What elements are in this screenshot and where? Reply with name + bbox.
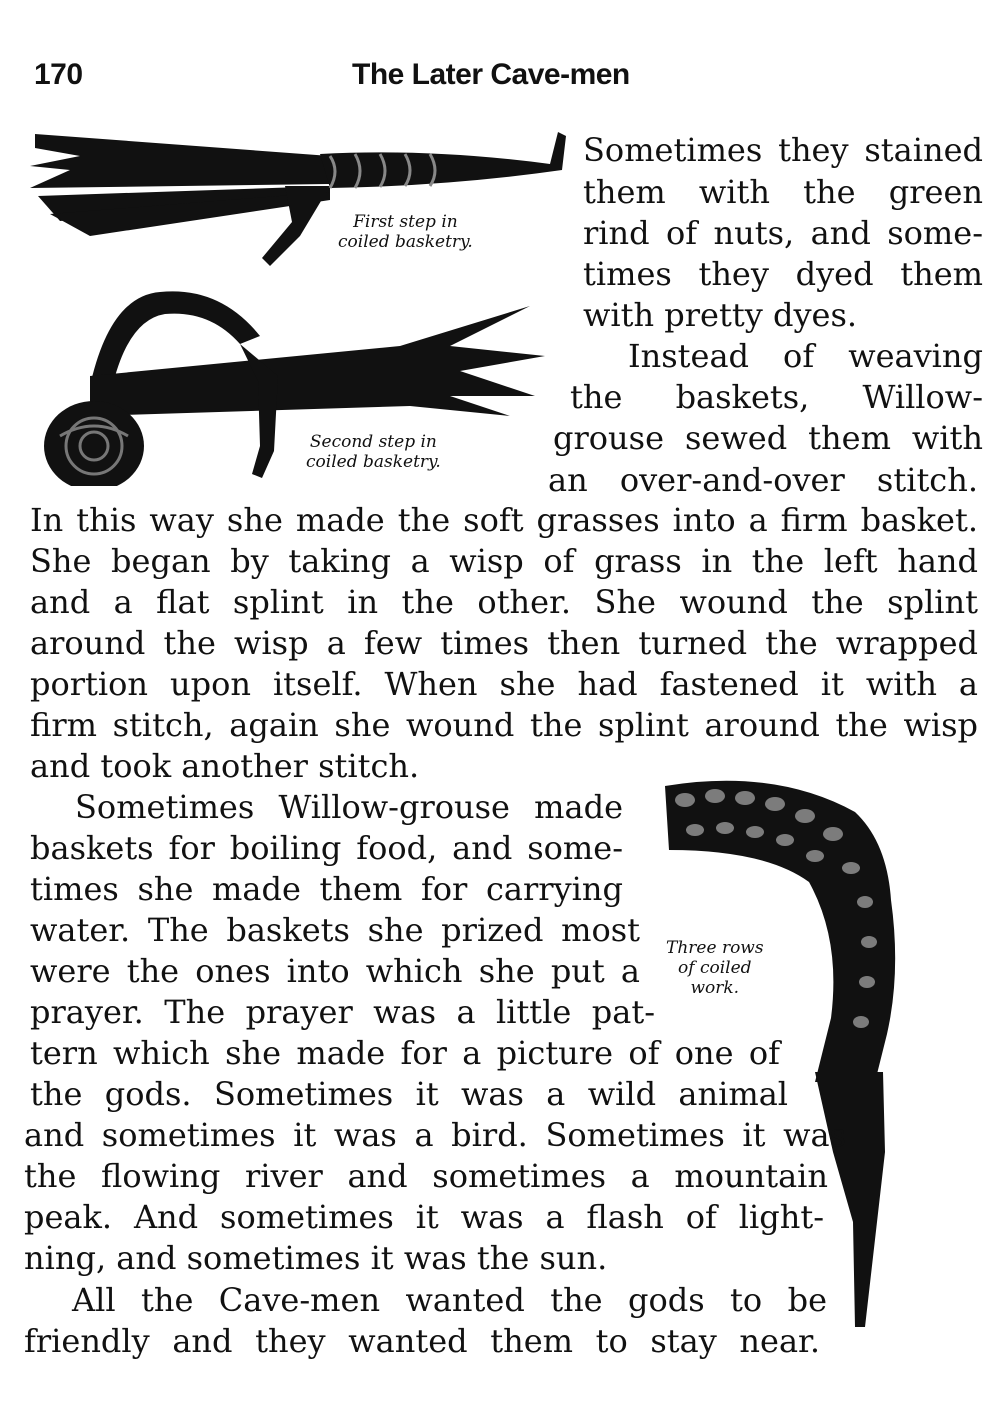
body-line: tern which she made for a picture of one of <box>30 1034 780 1072</box>
body-line: and sometimes it was a bird. Sometimes it was <box>24 1116 846 1154</box>
body-line: and took another stitch. <box>30 747 420 785</box>
body-line: the flowing river and sometimes a mountain <box>24 1157 828 1195</box>
second-step-caption <box>306 432 441 472</box>
running-title: The Later Cave-men <box>352 58 630 91</box>
second-step-caption-line: Second step in <box>309 432 437 452</box>
body-line: Sometimes they stained <box>583 131 983 169</box>
first-step-basketry-illustration <box>30 126 570 276</box>
page-header <box>34 58 960 104</box>
body-line: In this way she made the soft grasses into a firm basket. <box>30 501 978 539</box>
first-step-caption-line: First step in <box>353 212 458 232</box>
body-line: portion upon itself. When she had fastened it with a <box>30 665 978 703</box>
three-rows-caption <box>666 938 764 998</box>
body-line: rind of nuts, and some- <box>583 214 983 252</box>
body-line: them with the green <box>583 173 983 211</box>
three-rows-caption-line: work. <box>690 978 740 998</box>
second-step-caption-line: coiled basketry. <box>306 452 441 472</box>
page-number: 170 <box>34 58 83 91</box>
body-line: with pretty dyes. <box>583 296 858 334</box>
body-line: times she made them for carrying <box>30 870 623 908</box>
body-line: an over-and-over stitch. <box>548 461 978 499</box>
three-rows-caption-line: of coiled <box>678 958 752 978</box>
body-line: She began by taking a wisp of grass in the left hand <box>30 542 978 580</box>
body-line: All the Cave-men wanted the gods to be <box>72 1281 827 1319</box>
body-line: peak. And sometimes it was a flash of light- <box>24 1198 824 1236</box>
first-step-caption <box>338 212 473 252</box>
body-line: baskets for boiling food, and some- <box>30 829 623 867</box>
body-line: the gods. Sometimes it was a wild animal <box>30 1075 788 1113</box>
body-line: around the wisp a few times then turned the wrapped <box>30 624 978 662</box>
body-line: water. The baskets she prized most <box>30 911 640 949</box>
body-line: Sometimes Willow-grouse made <box>75 788 623 826</box>
body-line: were the ones into which she put a <box>30 952 640 990</box>
first-step-caption-line: coiled basketry. <box>338 232 473 252</box>
body-line: the baskets, Willow- <box>570 378 983 416</box>
second-step-basketry-illustration <box>30 256 550 486</box>
body-line: times they dyed them <box>583 255 983 293</box>
body-line: friendly and they wanted them to stay near. <box>24 1322 820 1360</box>
body-line: Instead of weaving <box>628 337 983 375</box>
body-line: grouse sewed them with <box>553 419 983 457</box>
body-line: firm stitch, again she wound the splint around the wisp <box>30 706 978 744</box>
body-line: prayer. The prayer was a little pat- <box>30 993 655 1031</box>
body-line: and a flat splint in the other. She wound the splint <box>30 583 978 621</box>
body-line: ning, and sometimes it was the sun. <box>24 1239 608 1277</box>
three-rows-caption-line: Three rows <box>666 938 764 958</box>
